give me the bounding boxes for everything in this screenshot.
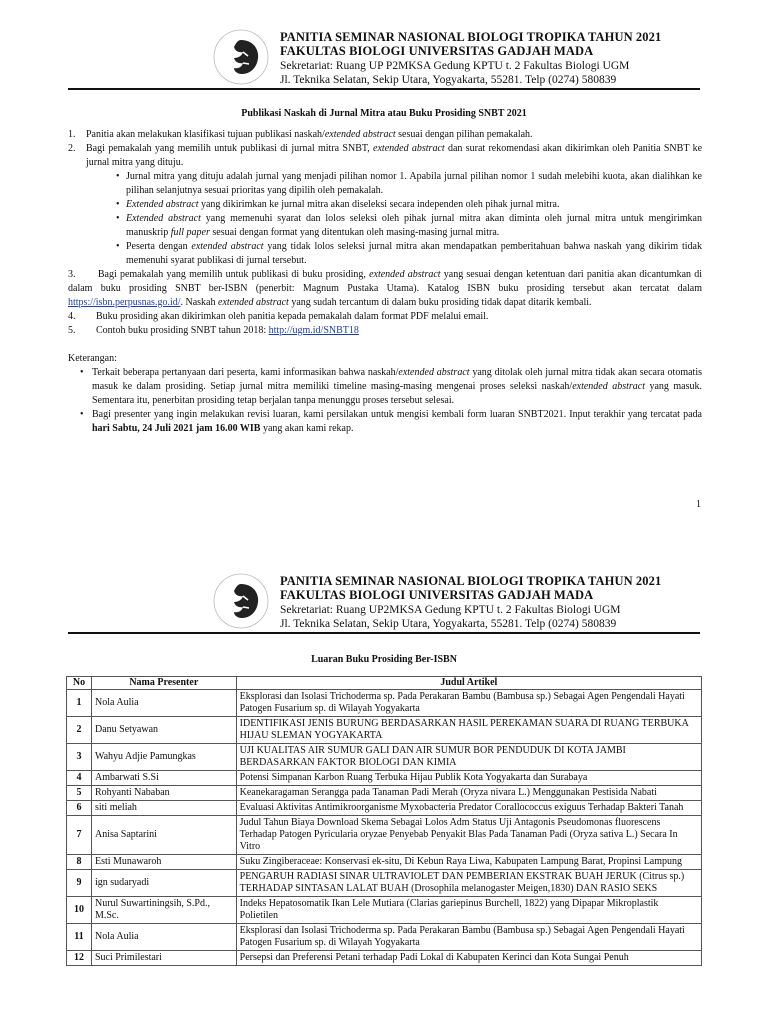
cell-nama: Nola Aulia (91, 690, 236, 717)
isbn-link[interactable]: https://isbn.perpusnas.go.id/ (68, 297, 181, 308)
cell-nama: Rohyanti Nababan (91, 786, 236, 801)
table-row (67, 855, 702, 870)
cell-no: 1 (67, 690, 92, 717)
cell-nama: Nola Aulia (91, 924, 236, 951)
page-title: Publikasi Naskah di Jurnal Mitra atau Buku Prosiding SNBT 2021 (241, 108, 527, 119)
cell-judul: Suku Zingiberaceae: Konservasi ek-situ, Di Kebun Raya Liwa, Kabupaten Lampung Barat, Propinsi Lampung (236, 855, 701, 870)
cell-no: 3 (67, 744, 92, 771)
cell-nama: Wahyu Adjie Pamungkas (91, 744, 236, 771)
list-item-2: 2. Bagi pemakalah yang memilih untuk publikasi di jurnal mitra SNBT, extended abstract dan surat rekomendasi akan dikirimkan oleh Panitia SNBT ke jurnal mitra yang dituju. (68, 143, 703, 168)
seminar-logo (212, 572, 270, 630)
header-committee: PANITIA SEMINAR NASIONAL BIOLOGI TROPIKA TAHUN 2021 (280, 574, 662, 588)
cell-nama: Anisa Saptarini (91, 816, 236, 855)
table-row (67, 786, 702, 801)
cell-judul: UJI KUALITAS AIR SUMUR GALI DAN AIR SUMUR BOR PENDUDUK DI KOTA JAMBI BERDASARKAN FAKTOR BIOLOGI DAN KIMIA (236, 744, 701, 771)
cell-judul: Potensi Simpanan Karbon Ruang Terbuka Hijau Publik Kota Yogyakarta dan Surabaya (236, 771, 701, 786)
cell-no: 8 (67, 855, 92, 870)
cell-no: 10 (67, 897, 92, 924)
bullet-item: • Extended abstract yang dikirimkan ke jurnal mitra akan diseleksi secara independen oleh pihak jurnal mitra. (116, 199, 560, 210)
table-row (67, 771, 702, 786)
header-faculty: FAKULTAS BIOLOGI UNIVERSITAS GADJAH MADA (280, 588, 594, 602)
cell-nama: Esti Munawaroh (91, 855, 236, 870)
list-item-1: 1. Panitia akan melakukan klasifikasi tujuan publikasi naskah/extended abstract sesuai dengan pilihan pemakalah. (68, 129, 533, 140)
header-committee: PANITIA SEMINAR NASIONAL BIOLOGI TROPIKA TAHUN 2021 (280, 30, 662, 44)
cell-judul: Eksplorasi dan Isolasi Trichoderma sp. Pada Perakaran Bambu (Bambusa sp.) Sebagai Agen Pengendali Hayati Patogen Fusarium sp. di Wilayah Yogyakarta (236, 690, 701, 717)
header-address: Jl. Teknika Selatan, Sekip Utara, Yogyakarta, 55281. Telp (0274) 580839 (280, 618, 617, 630)
cell-no: 9 (67, 870, 92, 897)
cell-judul: Eksplorasi dan Isolasi Trichoderma sp. Pada Perakaran Bambu (Bambusa sp.) Sebagai Agen Pengendali Hayati Patogen Fusarium sp. di Wilayah Yogyakarta (236, 924, 701, 951)
cell-no: 4 (67, 771, 92, 786)
bullet-item: • Extended abstract yang memenuhi syarat dan lolos seleksi oleh pihak jurnal mitra akan diminta oleh jurnal mitra untuk mengirimkan manuskrip full paper sesuai dengan format yang ditentukan oleh masing-masing jurnal mitra. (116, 213, 702, 238)
cell-judul: IDENTIFIKASI JENIS BURUNG BERDASARKAN HASIL PEREKAMAN SUARA DI RUANG TERBUKA HIJAU SLEMAN YOGYAKARTA (236, 717, 701, 744)
cell-judul: Indeks Hepatosomatik Ikan Lele Mutiara (Clarias gariepinus Burchell, 1822) yang Dipapar Mikroplastik Polietilen (236, 897, 701, 924)
col-no: No (67, 677, 92, 690)
note-item: • Terkait beberapa pertanyaan dari peserta, kami informasikan bahwa naskah/extended abstract yang ditolak oleh jurnal mitra tidak akan secara otomatis masuk ke dalam prosiding. Setiap jurnal mitra memiliki timeline masing-masing mengenai proses seleksi naskah/extended abstract yang masuk. Sementara itu, penerbitan prosiding tetap berjalan tanpa menunggu proses tersebut selesai. (80, 367, 703, 406)
list-item-5: 5. Contoh buku prosiding SNBT tahun 2018: http://ugm.id/SNBT18 (68, 325, 359, 336)
cell-judul: Keanekaragaman Serangga pada Tanaman Padi Merah (Oryza nivara L.) Menggunakan Pestisida Nabati (236, 786, 701, 801)
note-item: • Bagi presenter yang ingin melakukan revisi luaran, kami persilakan untuk mengisi kembali form luaran SNBT2021. Input terakhir yang tercatat pada hari Sabtu, 24 Juli 2021 jam 16.00 WIB yang akan kami rekap. (80, 409, 702, 434)
cell-nama: Ambarwati S.Si (91, 771, 236, 786)
table-row (67, 816, 702, 855)
cell-no: 2 (67, 717, 92, 744)
cell-nama: siti meliah (91, 801, 236, 816)
table-row (67, 924, 702, 951)
header-secretariat: Sekretariat: Ruang UP2MKSA Gedung KPTU t. 2 Fakultas Biologi UGM (280, 604, 621, 616)
publication-info (68, 128, 702, 436)
notes-heading: Keterangan: (68, 353, 117, 364)
table-header-row (67, 677, 702, 690)
cell-no: 5 (67, 786, 92, 801)
seminar-logo (212, 28, 270, 86)
cell-no: 11 (67, 924, 92, 951)
header-divider (68, 88, 700, 90)
list-item-4: 4. Buku prosiding akan dikirimkan oleh panitia kepada pemakalah dalam format PDF melalui email. (68, 311, 489, 322)
list-item-3: 3. Bagi pemakalah yang memilih untuk publikasi di buku prosiding, extended abstract yang sesuai dengan ketentuan dari panitia akan dicantumkan di dalam buku prosiding SNBT ber-ISBN (penerbit: Magnum Pustaka Utama). Katalog ISBN buku prosiding tersebut akan tercatat dalam https://isbn.perpusnas.go.id/. Naskah extended abstract yang sudah tercantum di dalam buku prosiding tidak dapat ditarik kembali. (68, 269, 703, 308)
prosiding-table (66, 676, 702, 966)
cell-judul: Judul Tahun Biaya Download Skema Sebagai Lolos Adm Status Uji Antagonis Pseudomonas fluorescens Terhadap Patogen Pyricularia oryzae Penyebab Penyakit Blas Pada Tanaman Padi (Oryza sativa L.) Secara In Vitro (236, 816, 701, 855)
cell-nama: Suci Primilestari (91, 951, 236, 966)
cell-judul: PENGARUH RADIASI SINAR ULTRAVIOLET DAN PEMBERIAN EKSTRAK BUAH JERUK (Citrus sp.) TERHADAP SINTASAN LALAT BUAH (Drosophila melanogaster Meigen,1830) DAN RASIO SEKS (236, 870, 701, 897)
cell-judul: Persepsi dan Preferensi Petani terhadap Padi Lokal di Kabupaten Kerinci dan Kota Sungai Penuh (236, 951, 701, 966)
header-divider (68, 632, 700, 634)
table-row (67, 690, 702, 717)
prosiding-example-link[interactable]: http://ugm.id/SNBT18 (268, 325, 359, 336)
table-row (67, 744, 702, 771)
cell-nama: Nurul Suwartiningsih, S.Pd., M.Sc. (91, 897, 236, 924)
page-number: 1 (696, 499, 701, 510)
cell-judul: Evaluasi Aktivitas Antimikroorganisme Myxobacteria Predator Corallococcus exiguus Terhadap Bakteri Tanah (236, 801, 701, 816)
table-title: Luaran Buku Prosiding Ber-ISBN (311, 654, 457, 665)
cell-no: 7 (67, 816, 92, 855)
table-row (67, 951, 702, 966)
table-row (67, 717, 702, 744)
bullet-item: • Jurnal mitra yang dituju adalah jurnal yang menjadi pilihan nomor 1. Apabila jurnal pilihan nomor 1 sudah melebihi kuota, akan dialihkan ke pilihan selanjutnya sesuai prioritas yang dipilih oleh pemakalah. (116, 171, 702, 196)
header-address: Jl. Teknika Selatan, Sekip Utara, Yogyakarta, 55281. Telp (0274) 580839 (280, 74, 617, 86)
header-secretariat: Sekretariat: Ruang UP P2MKSA Gedung KPTU t. 2 Fakultas Biologi UGM (280, 60, 630, 72)
cell-no: 6 (67, 801, 92, 816)
cell-nama: ign sudaryadi (91, 870, 236, 897)
cell-no: 12 (67, 951, 92, 966)
table-row (67, 897, 702, 924)
col-nama-presenter: Nama Presenter (91, 677, 236, 690)
cell-nama: Danu Setyawan (91, 717, 236, 744)
table-row (67, 801, 702, 816)
bullet-item: • Peserta dengan extended abstract yang tidak lolos seleksi jurnal mitra akan mendapatkan pemberitahuan bahwa naskah yang dikirim tidak memenuhi syarat publikasi di jurnal tersebut. (116, 241, 702, 266)
table-row (67, 870, 702, 897)
col-judul-artikel: Judul Artikel (236, 677, 701, 690)
header-faculty: FAKULTAS BIOLOGI UNIVERSITAS GADJAH MADA (280, 44, 594, 58)
